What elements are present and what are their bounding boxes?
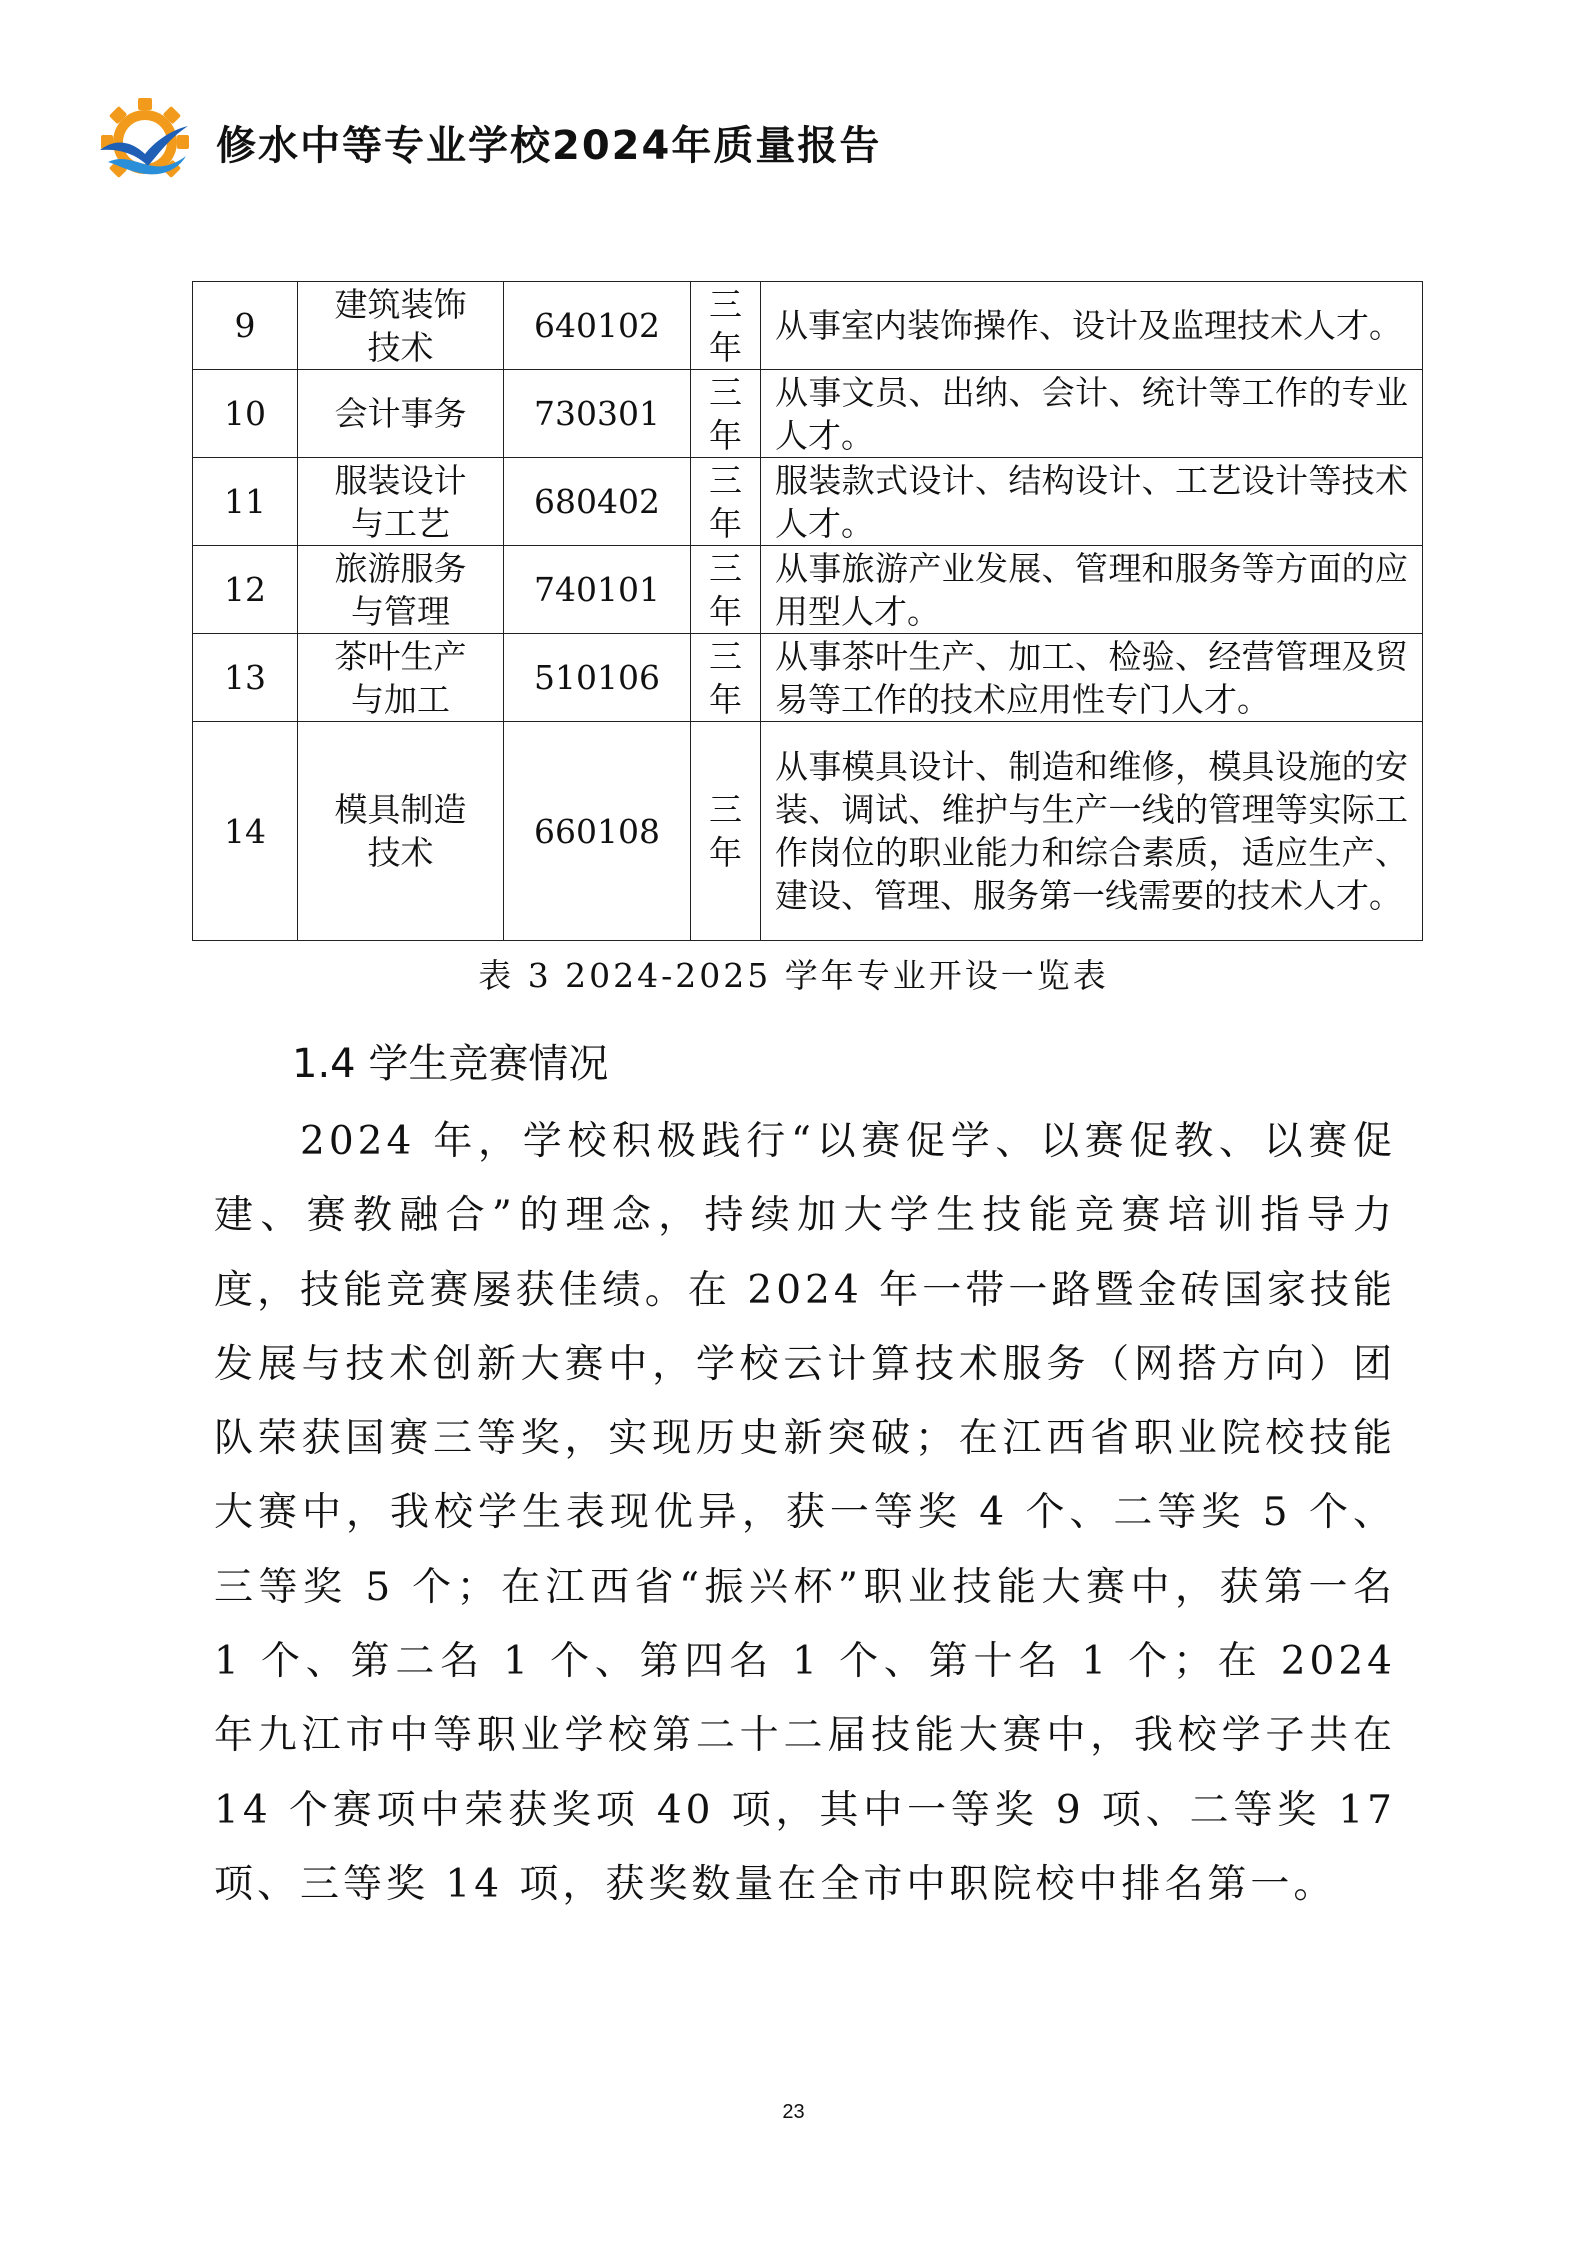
row-number: 9 bbox=[193, 282, 298, 370]
major-code: 740101 bbox=[504, 546, 691, 634]
table-row bbox=[193, 722, 1423, 941]
training-goal: 服装款式设计、结构设计、工艺设计等技术人才。 bbox=[761, 458, 1423, 546]
row-number: 12 bbox=[193, 546, 298, 634]
major-list-table bbox=[192, 281, 1423, 941]
major-code: 660108 bbox=[504, 722, 691, 941]
study-duration: 三年 bbox=[691, 282, 761, 370]
major-code: 680402 bbox=[504, 458, 691, 546]
table-caption: 表 3 2024-2025 学年专业开设一览表 bbox=[478, 956, 1109, 995]
table-row bbox=[193, 370, 1423, 458]
major-name: 建筑装饰技术 bbox=[298, 282, 504, 370]
training-goal: 从事模具设计、制造和维修，模具设施的安装、调试、维护与生产一线的管理等实际工作岗位的职业能力和综合素质，适应生产、建设、管理、服务第一线需要的技术人才。 bbox=[761, 722, 1423, 941]
report-title: 修水中等专业学校2024年质量报告 bbox=[216, 123, 882, 169]
training-goal: 从事旅游产业发展、管理和服务等方面的应用型人才。 bbox=[761, 546, 1423, 634]
table-row bbox=[193, 282, 1423, 370]
study-duration: 三年 bbox=[691, 722, 761, 941]
training-goal: 从事室内装饰操作、设计及监理技术人才。 bbox=[761, 282, 1423, 370]
major-name: 茶叶生产与加工 bbox=[298, 634, 504, 722]
row-number: 10 bbox=[193, 370, 298, 458]
study-duration: 三年 bbox=[691, 458, 761, 546]
body-paragraph: 2024 年，学校积极践行“以赛促学、以赛促教、以赛促建、赛教融合”的理念，持续加大学生技能竞赛培训指导力度，技能竞赛屡获佳绩。在 2024 年一带一路暨金砖国家技能发展与技术创新大赛中，学校云计算技术服务（网搭方向）团队荣获国赛三等奖，实现历史新突破；在江西省职业院校技能大赛中，我校学生表现优异，获一等奖 4 个、二等奖 5 个、三等奖 5 个；在江西省“振兴杯”职业技能大赛中，获第一名 1 个、第二名 1 个、第四名 1 个、第十名 1 个；在 2024 年九江市中等职业学校第二十二届技能大赛中，我校学子共在 14 个赛项中荣获奖项 40 项，其中一等奖 9 项、二等奖 17 项、三等奖 14 项，获奖数量在全市中职院校中排名第一。 bbox=[214, 1119, 1396, 1907]
major-code: 730301 bbox=[504, 370, 691, 458]
table-row bbox=[193, 634, 1423, 722]
training-goal: 从事茶叶生产、加工、检验、经营管理及贸易等工作的技术应用性专门人才。 bbox=[761, 634, 1423, 722]
study-duration: 三年 bbox=[691, 634, 761, 722]
school-logo-icon bbox=[98, 96, 190, 186]
major-name: 会计事务 bbox=[298, 370, 504, 458]
table-row bbox=[193, 546, 1423, 634]
section-heading: 1.4 学生竞赛情况 bbox=[292, 1041, 609, 1087]
row-number: 14 bbox=[193, 722, 298, 941]
major-name: 模具制造技术 bbox=[298, 722, 504, 941]
major-code: 510106 bbox=[504, 634, 691, 722]
major-code: 640102 bbox=[504, 282, 691, 370]
study-duration: 三年 bbox=[691, 370, 761, 458]
page-number: 23 bbox=[782, 2101, 805, 2123]
row-number: 13 bbox=[193, 634, 298, 722]
major-name: 旅游服务与管理 bbox=[298, 546, 504, 634]
study-duration: 三年 bbox=[691, 546, 761, 634]
row-number: 11 bbox=[193, 458, 298, 546]
major-name: 服装设计与工艺 bbox=[298, 458, 504, 546]
training-goal: 从事文员、出纳、会计、统计等工作的专业人才。 bbox=[761, 370, 1423, 458]
table-row bbox=[193, 458, 1423, 546]
